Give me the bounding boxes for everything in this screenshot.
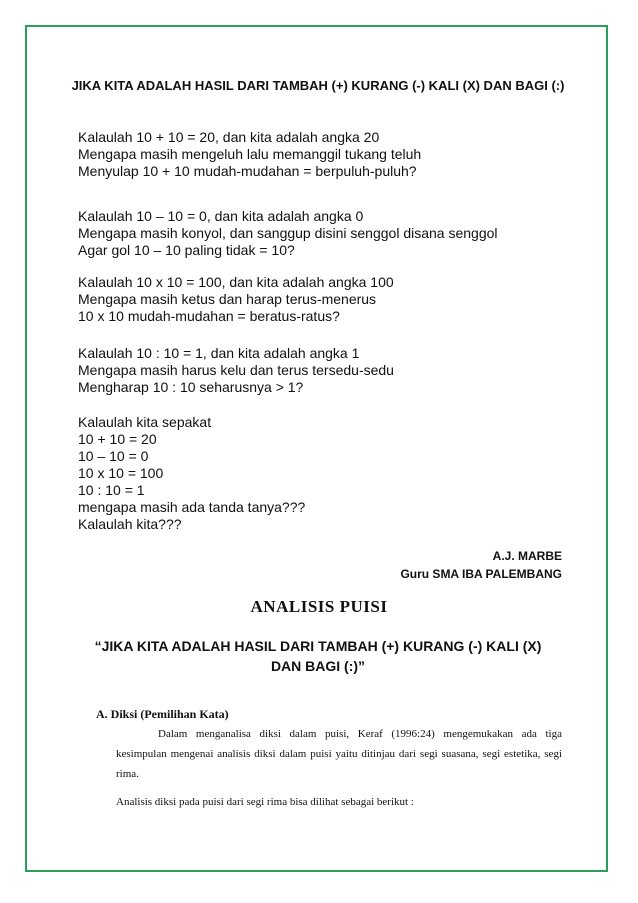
poem-title: JIKA KITA ADALAH HASIL DARI TAMBAH (+) KURANG (-) KALI (X) DAN BAGI (:) [71, 78, 565, 93]
poem-line: Agar gol 10 – 10 paling tidak = 10? [78, 242, 295, 258]
poem-line: Mengapa masih konyol, dan sanggup disini senggol disana senggol [78, 225, 498, 241]
poem-line: Kalaulah 10 : 10 = 1, dan kita adalah angka 1 [78, 345, 360, 361]
stanza-5 [78, 414, 578, 533]
poem-line: Mengapa masih harus kelu dan terus tersedu-sedu [78, 362, 394, 378]
poem-line: Mengapa masih mengeluh lalu memanggil tukang teluh [78, 146, 422, 162]
stanza-4 [78, 345, 578, 396]
poem-affiliation: Guru SMA IBA PALEMBANG [400, 567, 562, 581]
section-a-paragraph: Dalam menganalisa diksi dalam puisi, Keraf (1996:24) mengemukakan ada tiga kesimpulan mengenai analisis diksi dalam puisi yaitu ditinjau dari segi suasana, segi estetika, segi rima. [116, 728, 562, 780]
poem-line: 10 x 10 = 100 [78, 465, 164, 481]
stanza-3 [78, 274, 578, 325]
poem-line: 10 + 10 = 20 [78, 431, 157, 447]
stanza-1 [78, 129, 578, 180]
section-a-title: A. Diksi (Pemilihan Kata) [96, 707, 229, 721]
poem-line: Mengharap 10 : 10 seharusnya > 1? [78, 379, 304, 395]
poem-line: Kalaulah 10 – 10 = 0, dan kita adalah angka 0 [78, 208, 364, 224]
poem-line: mengapa masih ada tanda tanya??? [78, 499, 306, 515]
poem-line: Kalaulah kita sepakat [78, 414, 212, 430]
poem-line: 10 – 10 = 0 [78, 448, 149, 464]
poem-line: 10 x 10 mudah-mudahan = beratus-ratus? [78, 308, 340, 324]
analysis-subtitle: “JIKA KITA ADALAH HASIL DARI TAMBAH (+) KURANG (-) KALI (X) DAN BAGI (:)” [94, 638, 542, 674]
poem-line: Mengapa masih ketus dan harap terus-menerus [78, 291, 377, 307]
poem-line: Menyulap 10 + 10 mudah-mudahan = berpuluh-puluh? [78, 163, 417, 179]
poem-line: Kalaulah kita??? [78, 516, 182, 532]
stanza-2 [78, 208, 578, 259]
poem-line: Kalaulah 10 + 10 = 20, dan kita adalah angka 20 [78, 129, 380, 145]
analysis-heading: ANALISIS PUISI [250, 597, 388, 616]
poem-line: Kalaulah 10 x 10 = 100, dan kita adalah angka 100 [78, 274, 394, 290]
poem-author: A.J. MARBE [492, 549, 562, 563]
poem-line: 10 : 10 = 1 [78, 482, 145, 498]
section-a-paragraph-2: Analisis diksi pada puisi dari segi rima bisa dilihat sebagai berikut : [116, 796, 414, 808]
